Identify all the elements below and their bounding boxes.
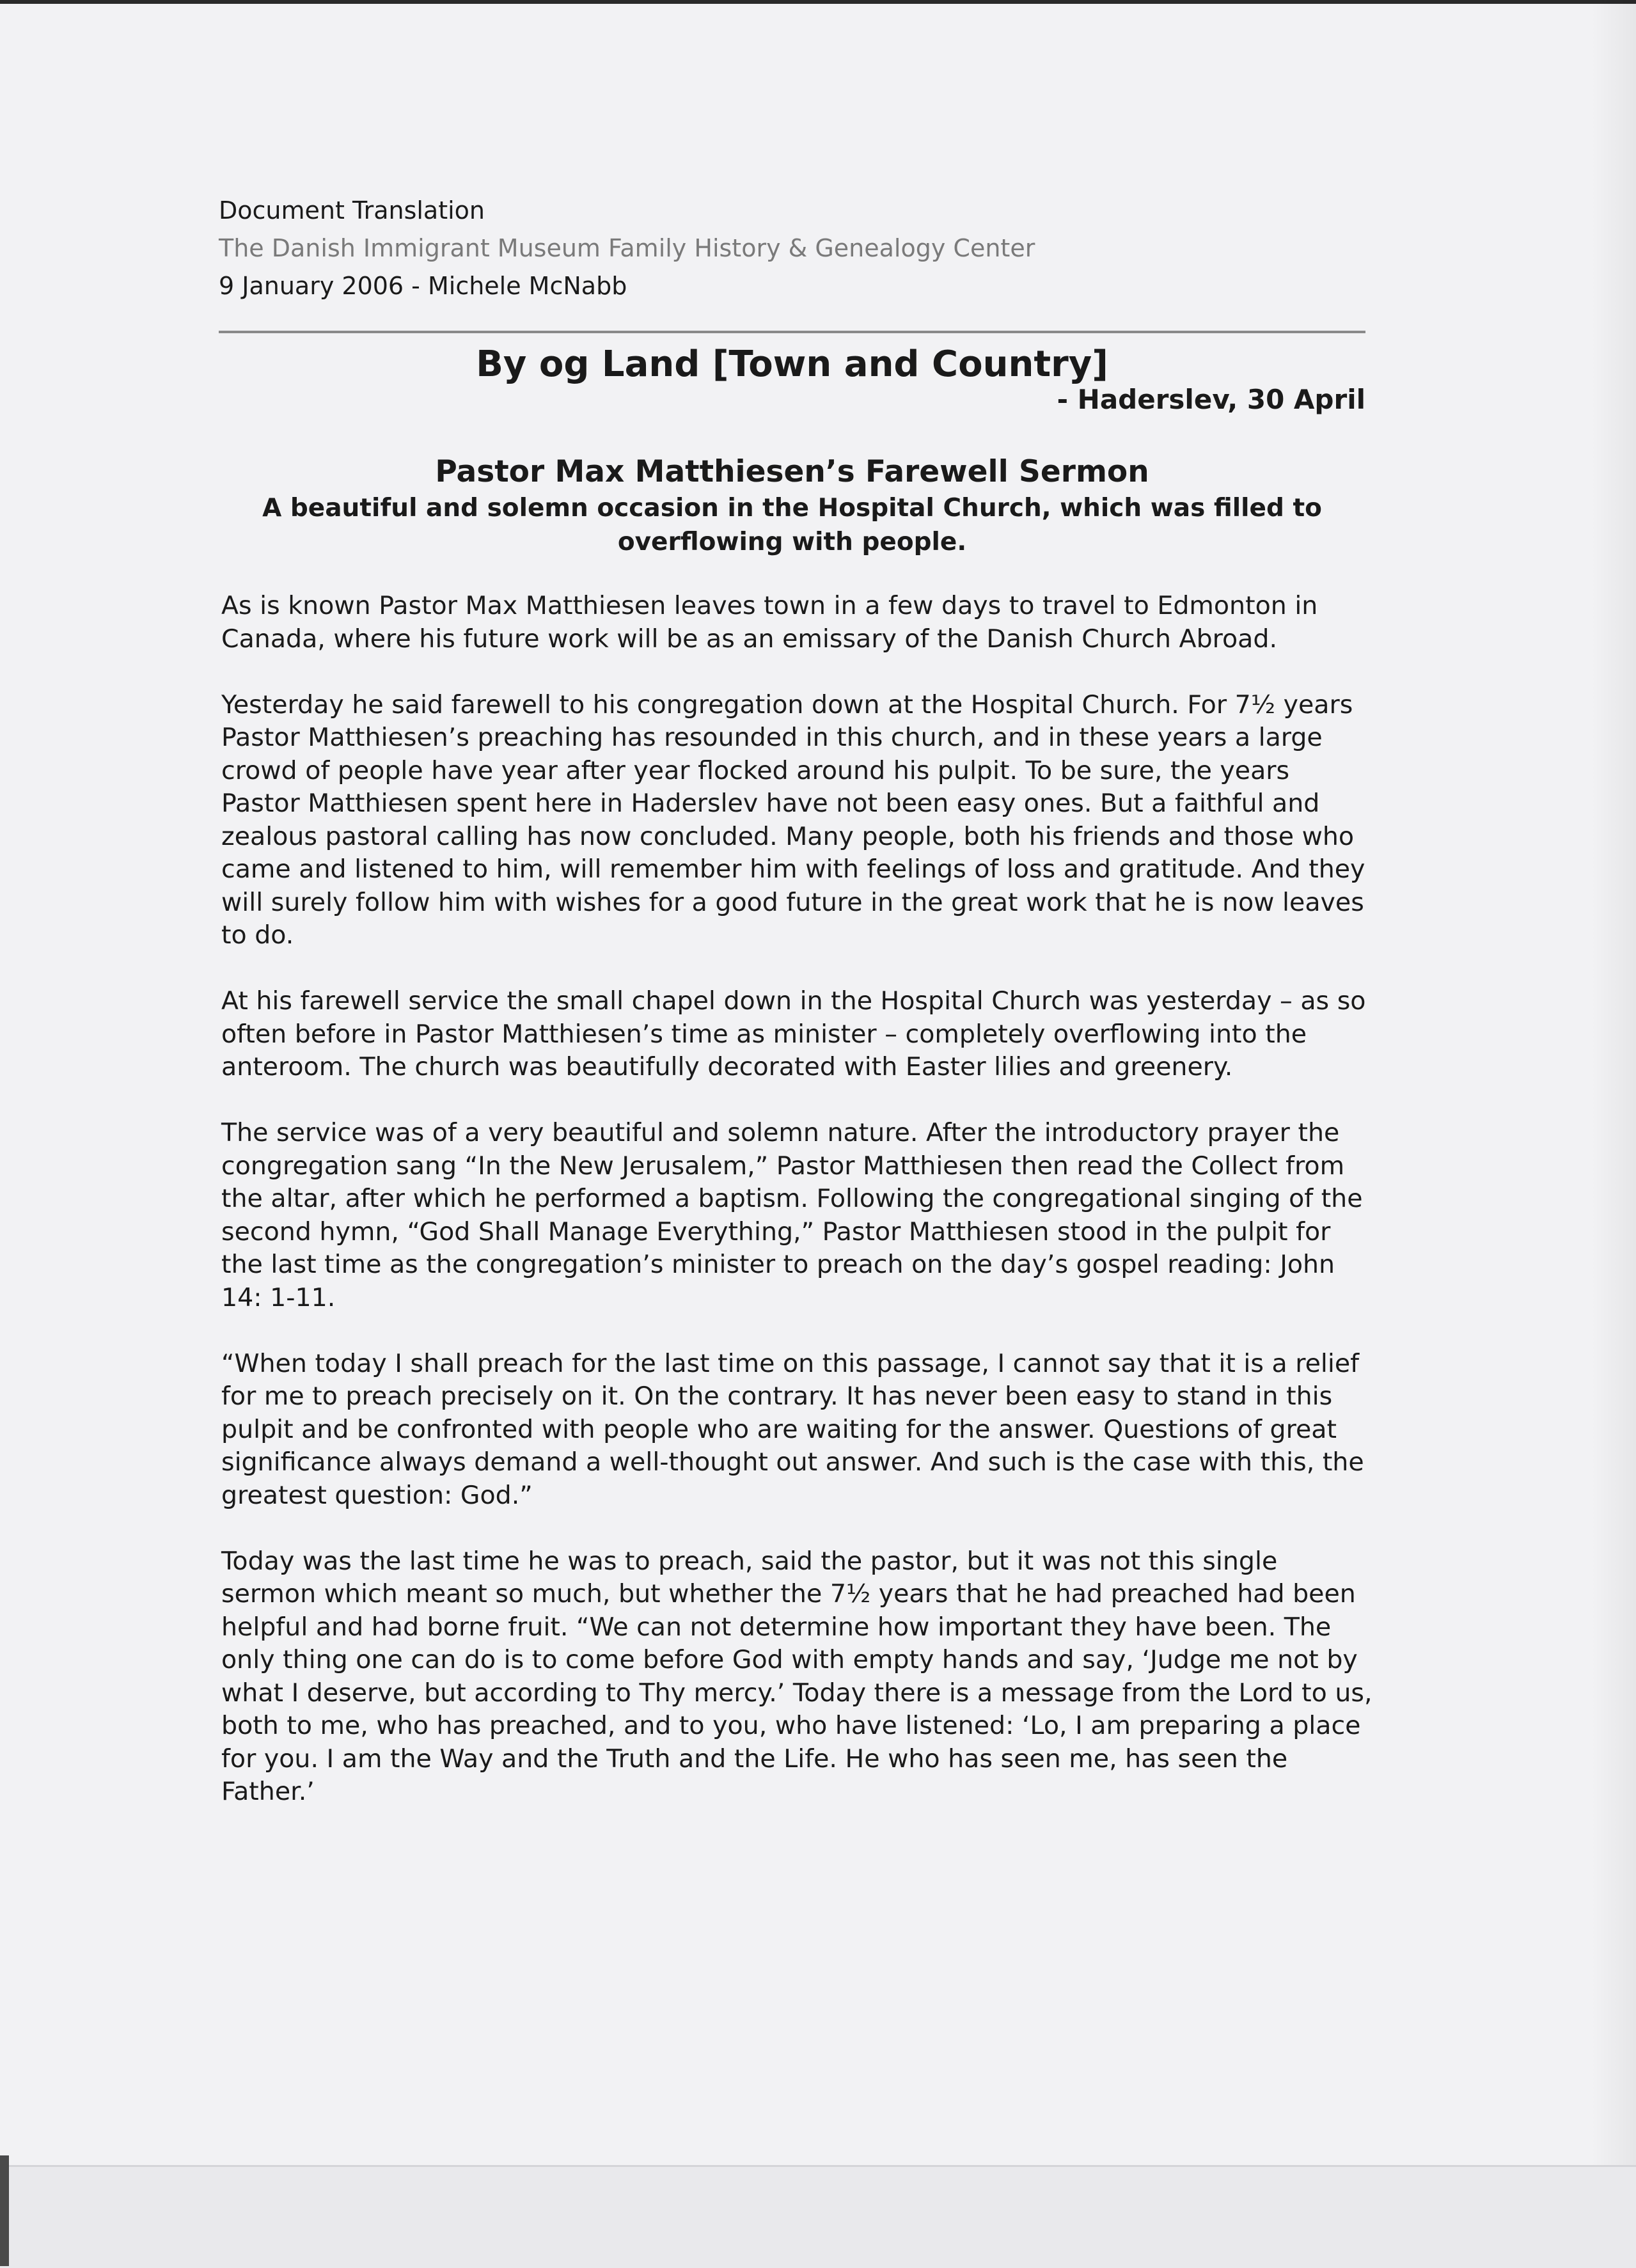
date-translator: 9 January 2006 - Michele McNabb xyxy=(219,272,627,300)
scan-left-fold xyxy=(0,2155,9,2266)
article-paragraph: Yesterday he said farewell to his congregation down at the Hospital Church. For 7½ years Pastor Matthiesen’s preaching has resounded in this church, and in these years a large crowd of people have year after year flocked around his pulpit. To be sure, the years Pastor Matthiesen spent here in Haderslev have not been easy ones. But a faithful and zealous pastoral calling has now concluded. Many people, both his friends and those who came and listened to him, will remember him with feelings of loss and gratitude. And they will surely follow him with wishes for a good future in the great work that he is now leaves to do. xyxy=(221,689,1365,950)
article-paragraph: Today was the last time he was to preach, said the pastor, but it was not this single sermon which meant so much, but whether the 7½ years that he had preached had been helpful and had borne fruit. “We can not determine how important they have been. The only thing one can do is to come before God with empty hands and say, ‘Judge me not by what I deserve, but according to Thy mercy.’ Today there is a message from the Lord to us, both to me, who has preached, and to you, who have listened: ‘Lo, I am preparing a place for you. I am the Way and the Truth and the Life. He who has seen me, has seen the Father.’ xyxy=(221,1546,1373,1806)
scan-bottom-band xyxy=(0,2165,1636,2268)
document-header xyxy=(219,192,1370,305)
scan-shadow xyxy=(1591,0,1636,2266)
article-body xyxy=(221,590,1373,1841)
article-headline: Pastor Max Matthiesen’s Farewell Sermon xyxy=(435,454,1149,489)
doc-type-label: Document Translation xyxy=(219,196,485,224)
article-paragraph: At his farewell service the small chapel down in the Hospital Church was yesterday – as so often before in Pastor Matthiesen’s time as minister – completely overflowing into the anteroom. The church was beautifully decorated with Easter lilies and greenery. xyxy=(221,986,1366,1082)
newspaper-masthead: By og Land [Town and Country] xyxy=(476,343,1108,385)
article-subheadline: A beautiful and solemn occasion in the Hospital Church, which was filled to overflowing with people. xyxy=(262,494,1322,556)
article-paragraph: “When today I shall preach for the last time on this passage, I cannot say that it is a relief for me to preach precisely on it. On the contrary. It has never been easy to stand in this pulpit and be confronted with people who are waiting for the answer. Questions of great significance always demand a well-thought out answer. And such is the case with this, the greatest question: God.” xyxy=(221,1348,1364,1510)
scan-top-edge xyxy=(0,0,1636,4)
article-paragraph: The service was of a very beautiful and solemn nature. After the introductory prayer the congregation sang “In the New Jerusalem,” Pastor Matthiesen then read the Collect from the altar, after which he performed a baptism. Following the congregational singing of the second hymn, “God Shall Manage Everything,” Pastor Matthiesen stood in the pulpit for the last time as the congregation’s minister to preach on the day’s gospel reading: John 14: 1-11. xyxy=(221,1118,1363,1312)
article-dateline: - Haderslev, 30 April xyxy=(1057,384,1365,415)
header-divider xyxy=(219,331,1365,333)
article-paragraph: As is known Pastor Max Matthiesen leaves town in a few days to travel to Edmonton in Canada, where his future work will be as an emissary of the Danish Church Abroad. xyxy=(221,591,1318,654)
museum-name: The Danish Immigrant Museum Family History & Genealogy Center xyxy=(219,234,1035,262)
